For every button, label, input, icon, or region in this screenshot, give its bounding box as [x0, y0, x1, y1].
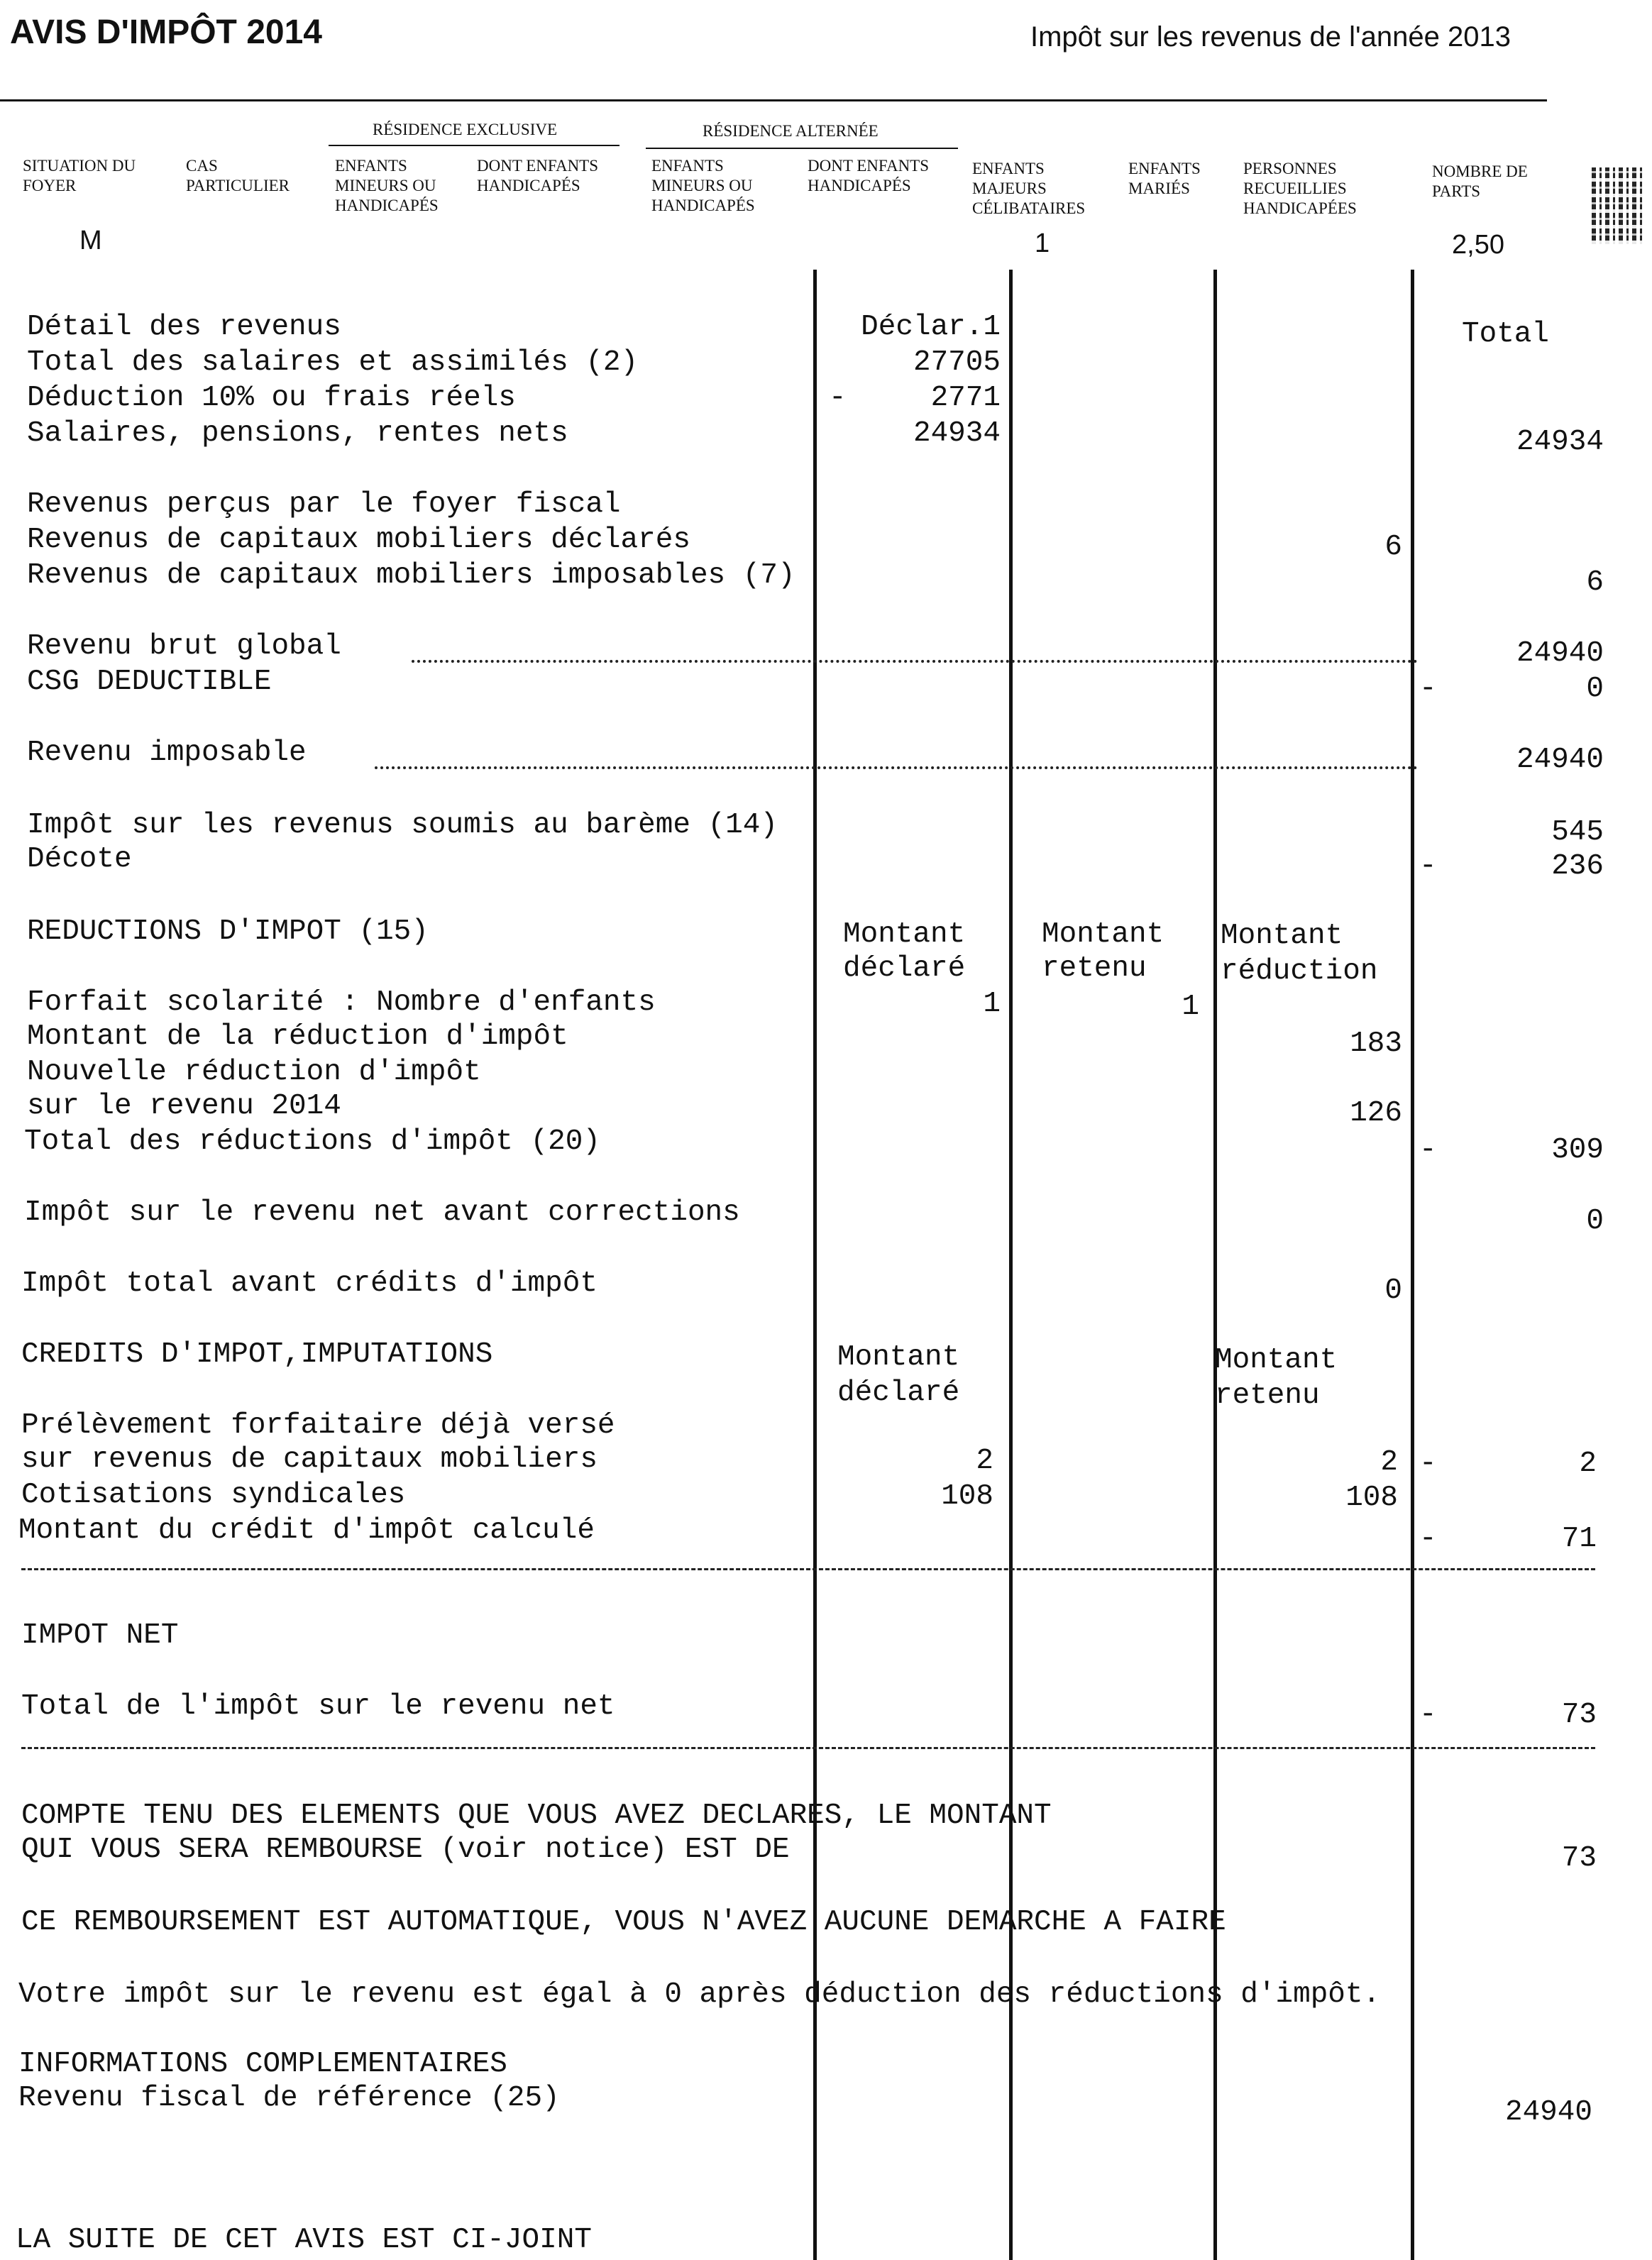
label-nouvelle-reduction-1: Nouvelle réduction d'impôt	[27, 1056, 481, 1088]
value-capitaux-declares: 6	[1384, 531, 1402, 563]
label-credit-calcule: Montant du crédit d'impôt calculé	[18, 1514, 595, 1547]
header-total: Total	[1462, 318, 1550, 351]
col-dont-handicapes-alternee: DONT ENFANTS HANDICAPÉS	[808, 157, 930, 194]
header-credit-montant-declare-1: Montant	[837, 1341, 960, 1374]
label-revenus-percus: Revenus perçus par le foyer fiscal	[27, 488, 621, 521]
value-deduction-declar1: 2771	[930, 382, 1001, 414]
sign-total-impot-net: -	[1419, 1699, 1437, 1731]
label-impot-net-avant-corrections: Impôt sur le revenu net avant corrections	[24, 1196, 740, 1229]
page-title: AVIS D'IMPÔT 2014	[10, 13, 322, 51]
header-credit-montant-declare-2: déclaré	[837, 1377, 960, 1409]
value-credit-calcule: 71	[1561, 1523, 1597, 1555]
header-montant-reduction-1: Montant	[1221, 920, 1343, 952]
value-situation-foyer: M	[79, 226, 102, 255]
value-revenu-fiscal-reference: 24940	[1504, 2096, 1592, 2129]
col-enfants-maries: ENFANTS MARIÉS	[1128, 160, 1201, 197]
header-montant-reduction-2: réduction	[1221, 955, 1378, 988]
col-situation-foyer: SITUATION DU FOYER	[23, 157, 136, 194]
label-reductions-impot: REDUCTIONS D'IMPOT (15)	[27, 915, 429, 948]
qr-code-icon	[1592, 167, 1646, 244]
col-enfants-majeurs: ENFANTS MAJEURS CÉLIBATAIRES	[972, 160, 1086, 217]
label-csg-deductible: CSG DEDUCTIBLE	[27, 666, 272, 698]
value-prelevement-declare: 2	[976, 1445, 993, 1477]
label-compte-tenu-2: QUI VOUS SERA REMBOURSE (voir notice) EST DE	[21, 1834, 790, 1866]
value-impot-bareme-total: 545	[1551, 816, 1604, 849]
label-prelevement-1: Prélèvement forfaitaire déjà versé	[21, 1409, 615, 1442]
leader-dots-brut	[412, 660, 1418, 663]
separator-dashed-1	[21, 1568, 1595, 1570]
label-salaires-nets: Salaires, pensions, rentes nets	[27, 417, 568, 450]
value-prelevement-total: 2	[1579, 1448, 1597, 1480]
label-prelevement-2: sur revenus de capitaux mobiliers	[21, 1443, 598, 1476]
value-forfait-retenu: 1	[1182, 991, 1199, 1023]
label-impot-net: IMPOT NET	[21, 1619, 179, 1652]
group-exclusive-rule	[329, 145, 620, 146]
header-montant-declare-2: déclaré	[843, 952, 966, 985]
sign-deduction: -	[829, 382, 847, 414]
sign-csg: -	[1419, 673, 1437, 705]
label-credits-impot: CREDITS D'IMPOT,IMPUTATIONS	[21, 1338, 493, 1371]
label-nouvelle-reduction-2: sur le revenu 2014	[27, 1090, 341, 1123]
label-detail-revenus: Détail des revenus	[27, 311, 341, 343]
label-capitaux-imposables: Revenus de capitaux mobiliers imposables (7)	[27, 559, 795, 592]
col-enfants-mineurs-exclusive: ENFANTS MINEURS OU HANDICAPÉS	[335, 157, 439, 214]
value-montant-rembourse: 73	[1561, 1842, 1597, 1875]
header-montant-retenu-1: Montant	[1042, 918, 1164, 951]
column-separator-total	[1411, 270, 1414, 2260]
value-total-impot-net: 73	[1561, 1699, 1597, 1731]
column-separator-declar	[813, 270, 817, 2260]
label-total-reductions: Total des réductions d'impôt (20)	[24, 1125, 600, 1158]
group-alternate-rule	[646, 148, 958, 149]
value-total-reductions: 309	[1551, 1134, 1604, 1167]
value-decote-total: 236	[1551, 850, 1604, 883]
value-nombre-parts: 2,50	[1452, 230, 1504, 260]
page-subtitle: Impôt sur les revenus de l'année 2013	[1030, 21, 1511, 53]
label-impot-total-avant-credits: Impôt total avant crédits d'impôt	[21, 1267, 598, 1300]
col-enfants-mineurs-alternee: ENFANTS MINEURS OU HANDICAPÉS	[651, 157, 755, 214]
value-csg-total: 0	[1586, 673, 1604, 705]
separator-dashed-2	[21, 1747, 1595, 1749]
group-residence-alternee: RÉSIDENCE ALTERNÉE	[703, 122, 879, 140]
header-declar1: Déclar.1	[861, 311, 1001, 343]
value-nouvelle-reduction: 126	[1350, 1097, 1402, 1130]
header-montant-declare-1: Montant	[843, 918, 966, 951]
leader-dots-imposable	[375, 766, 1418, 769]
value-total-salaires-declar1: 27705	[913, 346, 1001, 379]
label-compte-tenu-1: COMPTE TENU DES ELEMENTS QUE VOUS AVEZ DECLARES, LE MONTANT	[21, 1799, 1052, 1832]
sign-credit-calcule: -	[1419, 1523, 1437, 1555]
label-decote: Décote	[27, 843, 132, 876]
col-nombre-parts: NOMBRE DE PARTS	[1432, 162, 1528, 200]
label-total-salaires: Total des salaires et assimilés (2)	[27, 346, 639, 379]
col-cas-particulier: CAS PARTICULIER	[186, 157, 290, 194]
sign-prelevement: -	[1419, 1448, 1437, 1480]
label-remboursement-automatique: CE REMBOURSEMENT EST AUTOMATIQUE, VOUS N'AVEZ AUCUNE DEMARCHE A FAIRE	[21, 1906, 1226, 1939]
label-informations-complementaires: INFORMATIONS COMPLEMENTAIRES	[18, 2048, 507, 2080]
sign-total-reductions: -	[1419, 1134, 1437, 1167]
value-impot-total-avant-credits: 0	[1384, 1274, 1402, 1307]
column-separator-col3	[1213, 270, 1217, 2260]
col-personnes-recueillies: PERSONNES RECUEILLIES HANDICAPÉES	[1243, 160, 1357, 217]
header-credit-montant-retenu-1: Montant	[1215, 1344, 1338, 1377]
label-suite-avis: LA SUITE DE CET AVIS EST CI-JOINT	[16, 2224, 592, 2256]
value-cotisations-retenu: 108	[1345, 1482, 1398, 1514]
value-enfants-majeurs: 1	[1035, 228, 1050, 258]
value-capitaux-imposables-total: 6	[1586, 566, 1604, 599]
sign-decote: -	[1419, 850, 1437, 883]
value-forfait-declare: 1	[983, 988, 1001, 1020]
value-salaires-nets-total: 24934	[1516, 426, 1604, 458]
value-revenu-imposable-total: 24940	[1516, 744, 1604, 776]
label-total-impot-net: Total de l'impôt sur le revenu net	[21, 1690, 615, 1723]
header-credit-montant-retenu-2: retenu	[1215, 1379, 1320, 1412]
label-cotisations-syndicales: Cotisations syndicales	[21, 1479, 406, 1511]
value-revenu-brut-total: 24940	[1516, 637, 1604, 670]
value-montant-reduction: 183	[1350, 1027, 1402, 1060]
header-rule	[0, 99, 1547, 101]
label-revenu-brut-global: Revenu brut global	[27, 630, 341, 663]
label-capitaux-declares: Revenus de capitaux mobiliers déclarés	[27, 524, 690, 556]
label-impot-egal-zero: Votre impôt sur le revenu est égal à 0 après déduction des réductions d'impôt.	[18, 1978, 1381, 2011]
value-salaires-nets-declar1: 24934	[913, 417, 1001, 450]
label-impot-bareme: Impôt sur les revenus soumis au barème (14)	[27, 809, 778, 842]
header-montant-retenu-2: retenu	[1042, 952, 1147, 985]
label-deduction: Déduction 10% ou frais réels	[27, 382, 516, 414]
value-impot-net-avant-corrections: 0	[1586, 1205, 1604, 1238]
label-revenu-fiscal-reference: Revenu fiscal de référence (25)	[18, 2082, 560, 2115]
column-separator-col2	[1009, 270, 1013, 2260]
col-dont-handicapes-exclusive: DONT ENFANTS HANDICAPÉS	[477, 157, 599, 194]
label-revenu-imposable: Revenu imposable	[27, 737, 307, 769]
value-cotisations-declare: 108	[941, 1480, 993, 1513]
label-montant-reduction: Montant de la réduction d'impôt	[27, 1020, 568, 1053]
value-prelevement-retenu: 2	[1380, 1446, 1398, 1479]
group-residence-exclusive: RÉSIDENCE EXCLUSIVE	[373, 121, 558, 138]
label-forfait-scolarite: Forfait scolarité : Nombre d'enfants	[27, 986, 656, 1019]
